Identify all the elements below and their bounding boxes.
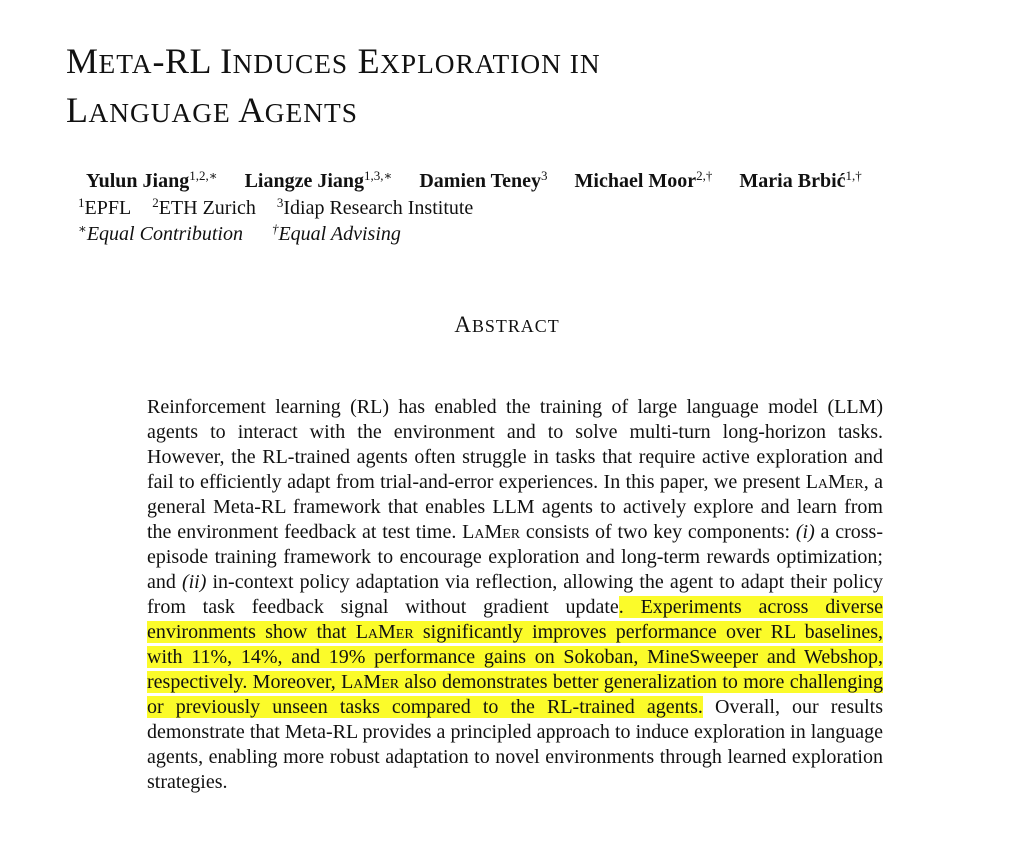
abstract-text: consists of two key components: [520,521,796,543]
abstract-text: in-context policy adaptation via reflection, allowing the agent to adapt their policy from task feedback signal without gradient update [147,571,884,618]
affiliation-mark: 1 [78,195,85,210]
author-marks: 3 [541,168,548,183]
affiliation-name: ETH Zurich [158,197,256,219]
note-text: Equal Contribution [86,223,243,245]
abstract-heading [0,312,1014,338]
affiliation [78,197,131,219]
note-text: Equal Advising [278,223,401,245]
note [272,223,401,245]
note-mark: ∗ [78,221,87,236]
title-line-2: LANGUAGE AGENTS [66,90,358,130]
author-name: Damien Teney [419,170,542,192]
affiliation-name: EPFL [84,197,132,219]
method-name: LaMer [805,471,864,493]
method-name: LaMer [341,671,400,693]
abstract-heading-text: ABSTRACT [454,312,560,337]
highlighted-segment: . Experiments across diverse environments show that [147,596,883,643]
contribution-notes [78,221,425,247]
affiliation [152,197,256,219]
paper-title [66,38,601,136]
note-mark: † [271,221,279,236]
highlighted-segment: significantly improves performance over RL baselines, with 11%, 14%, and 19% performance gains on Sokoban, MineSweeper and Webshop, respectively. Moreover, [147,621,883,693]
author [86,170,218,192]
abstract-text: Overall, our results demonstrate that Meta-RL provides a principled approach to induce exploration in language agents, enabling more robust adaptation to novel environments through learned exploration strategies. [147,696,883,793]
affiliation-mark: 3 [276,195,284,210]
author-name: Liangze Jiang [244,170,365,192]
title-line-1: META-RL INDUCES EXPLORATION IN [66,41,601,81]
abstract-body [147,395,883,795]
author-marks: 1,† [845,168,862,183]
abstract-text: Reinforcement learning (RL) has enabled the training of large language model (LLM) agents to interact with the environment and to solve multi-turn long-horizon tasks. However, the RL-trained agents often struggle in tasks that require active exploration and fail to efficiently adapt from trial-and-error experiences. In this paper, we present [147,396,883,493]
enumeration-marker: (i) [795,521,815,543]
author [575,170,713,192]
author-name: Michael Moor [574,170,697,192]
affiliation [277,197,473,219]
abstract-text: , a general Meta-RL framework that enables LLM agents to actively explore and learn from the environment feedback at test time. [147,471,883,543]
method-name: LaMer [462,521,521,543]
abstract-text: a cross-episode training framework to encourage exploration and long-term rewards optimization; and [147,521,883,593]
method-name: LaMer [355,621,414,643]
author [739,170,861,192]
highlighted-segment: also demonstrates better generalization to more challenging or previously unseen tasks compared to the RL-trained agents. [147,671,883,718]
author [419,170,547,192]
author [245,170,393,192]
affiliation-mark: 2 [152,195,159,210]
author-name: Maria Brbić [739,170,846,192]
author-list [86,168,1006,194]
enumeration-marker: (ii) [181,571,207,593]
affiliation-list [78,195,489,221]
author-marks: 1,2,∗ [189,168,218,183]
author-marks: 1,3,∗ [364,168,393,183]
author-name: Yulun Jiang [86,170,190,192]
author-marks: 2,† [696,168,713,183]
note [78,223,243,245]
affiliation-name: Idiap Research Institute [283,197,474,219]
